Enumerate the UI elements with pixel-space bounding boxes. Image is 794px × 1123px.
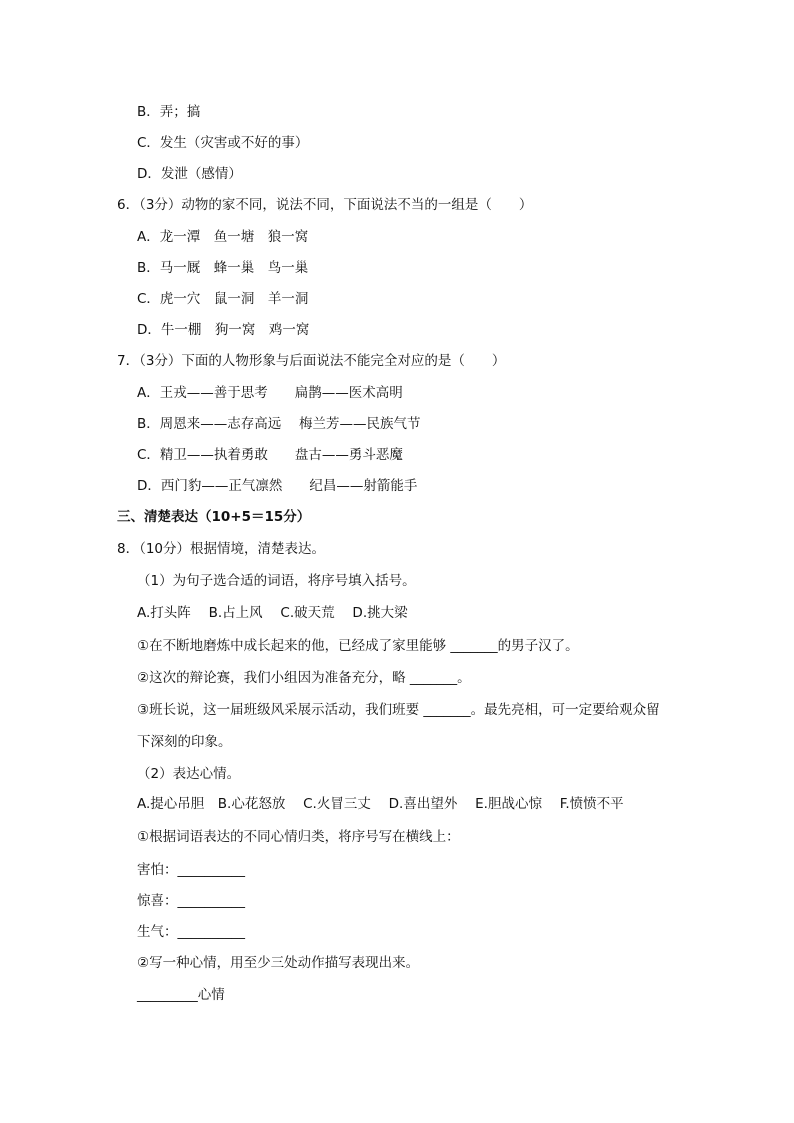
mood-answer-line: _________心情	[137, 987, 225, 1003]
section-heading: 三、清楚表达（10+5＝15分）	[117, 509, 311, 525]
fear-answer-line: 害怕：__________	[137, 862, 245, 878]
q8-sentence-3-line-1: ③班长说，这一届班级风采展示活动，我们班要 _______。最先亮相，可一定要给观众留	[137, 702, 660, 718]
q8-sentence-2: ②这次的辩论赛，我们小组因为准备充分，略 _______。	[137, 670, 471, 686]
q7-stem: 7．（3分）下面的人物形象与后面说法不能完全对应的是（ ）	[117, 353, 506, 369]
q8-part1-title: （1）为句子选合适的词语，将序号填入括号。	[137, 573, 416, 589]
q8-part2-options: A.提心吊胆 B.心花怒放 C.火冒三丈 D.喜出望外 E.胆战心惊 F.愤愤不平	[137, 796, 624, 812]
q8-write-instruction: ②写一种心情，用至少三处动作描写表现出来。	[137, 955, 420, 971]
anger-answer-line: 生气：__________	[137, 924, 245, 940]
q8-sentence-3-line-2: 下深刻的印象。	[137, 734, 232, 750]
q6-option-d: D．牛一棚 狗一窝 鸡一窝	[137, 322, 310, 338]
q6-option-c: C．虎一穴 鼠一洞 羊一洞	[137, 291, 309, 307]
q5-option-d: D．发泄（感情）	[137, 166, 242, 182]
q8-stem: 8．（10分）根据情境，清楚表达。	[117, 541, 326, 557]
surprise-answer-line: 惊喜：__________	[137, 893, 245, 909]
q7-option-d: D．西门豹——正气凛然 纪昌——射箭能手	[137, 478, 418, 494]
q5-option-b: B．弄；搞	[137, 104, 201, 120]
q8-part1-options: A.打头阵 B.占上风 C.破天荒 D.挑大梁	[137, 605, 408, 621]
q7-option-b: B．周恩来——志存高远 梅兰芳——民族气节	[137, 416, 421, 432]
q7-option-c: C．精卫——执着勇敢 盘古——勇斗恶魔	[137, 447, 403, 463]
q6-option-a: A．龙一潭 鱼一塘 狼一窝	[137, 229, 309, 245]
q8-sentence-1: ①在不断地磨炼中成长起来的他，已经成了家里能够 _______的男子汉了。	[137, 638, 579, 654]
q6-stem: 6．（3分）动物的家不同，说法不同，下面说法不当的一组是（ ）	[117, 197, 533, 213]
q5-option-c: C．发生（灾害或不好的事）	[137, 135, 309, 151]
q8-part2-title: （2）表达心情。	[137, 766, 241, 782]
q7-option-a: A．王戎——善于思考 扁鹊——医术高明	[137, 385, 403, 401]
q6-option-b: B．马一厩 蜂一巢 鸟一巢	[137, 260, 309, 276]
q8-classify-instruction: ①根据词语表达的不同心情归类，将序号写在横线上：	[137, 829, 460, 845]
